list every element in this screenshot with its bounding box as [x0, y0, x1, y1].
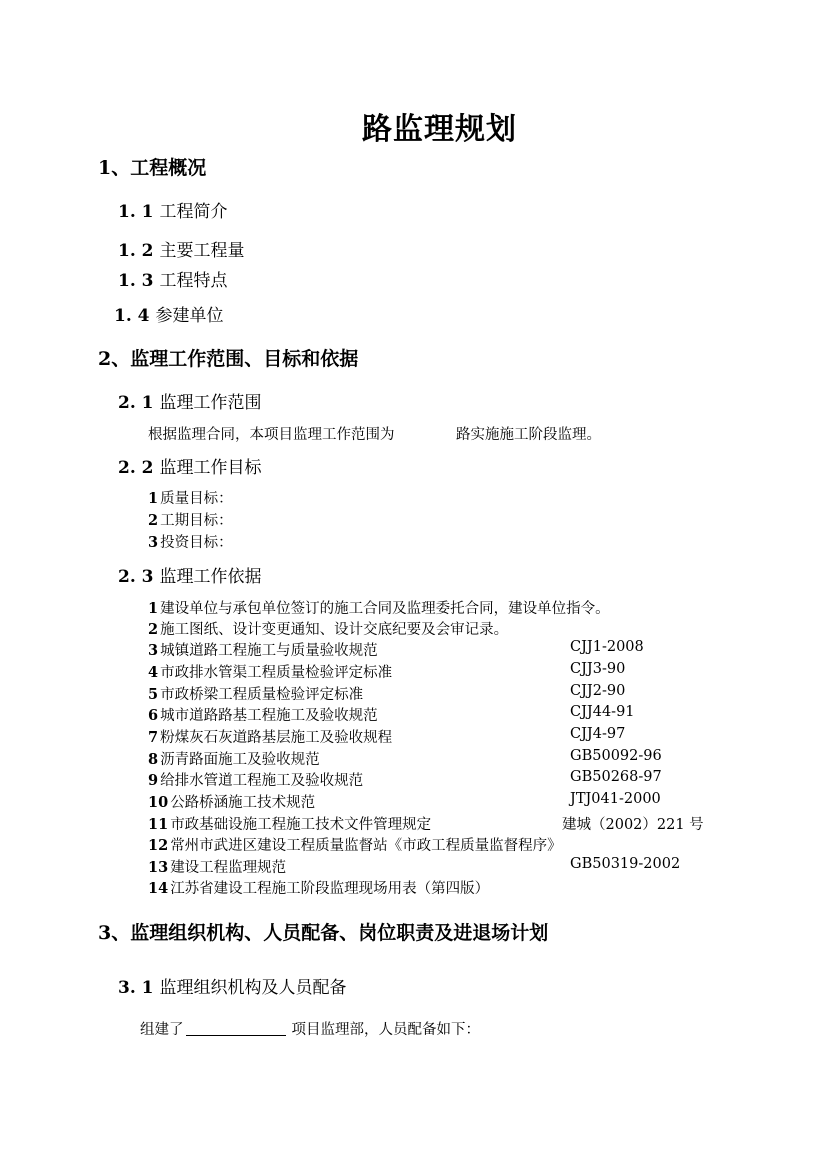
page-title: 路监理规划 — [362, 112, 517, 147]
goal-text: 投资目标： — [160, 535, 233, 551]
section-1-4 — [114, 301, 224, 326]
section-number: 2. 3 — [118, 567, 154, 587]
basis-number: 7 — [148, 729, 159, 746]
goal-number: 1 — [148, 490, 159, 507]
basis-number: 9 — [148, 772, 159, 789]
basis-code: CJJ4-97 — [570, 726, 626, 742]
goal-number: 3 — [148, 534, 159, 551]
goal-item — [148, 487, 233, 508]
section-3-heading: 3、监理组织机构、人员配备、岗位职责及进退场计划 — [98, 922, 549, 944]
basis-number: 14 — [148, 880, 169, 897]
goal-text: 工期目标： — [160, 513, 233, 529]
basis-item — [148, 661, 392, 682]
section-number: 3. 1 — [118, 978, 154, 998]
section-1-1 — [118, 197, 228, 222]
basis-item — [148, 726, 392, 747]
section-label: 监理组织机构及人员配备 — [159, 978, 347, 998]
basis-code: 建城（2002）221 号 — [562, 817, 704, 833]
section-1-2 — [118, 236, 245, 261]
goal-item — [148, 509, 233, 530]
section-number: 2. 2 — [118, 458, 154, 478]
basis-number: 5 — [148, 686, 159, 703]
basis-item — [148, 683, 363, 704]
basis-item — [148, 834, 562, 855]
staffing-text-a: 组建了 — [140, 1022, 184, 1038]
section-label: 参建单位 — [155, 306, 224, 326]
section-2-heading: 2、监理工作范围、目标和依据 — [98, 348, 359, 370]
basis-number: 12 — [148, 837, 169, 854]
basis-code: CJJ2-90 — [570, 683, 626, 699]
basis-text: 市政基础设施工程施工技术文件管理规定 — [170, 817, 432, 833]
basis-number: 11 — [148, 816, 169, 833]
basis-number: 2 — [148, 621, 159, 638]
basis-item — [148, 813, 431, 834]
basis-text: 市政桥梁工程质量检验评定标准 — [160, 687, 364, 703]
basis-code: JTJ041-2000 — [570, 791, 661, 807]
scope-text-a: 根据监理合同，本项目监理工作范围为 — [148, 427, 395, 443]
section-number: 1. 4 — [114, 306, 150, 326]
section-number: 1. 3 — [118, 271, 154, 291]
section-3-1 — [118, 973, 347, 998]
section-2-1 — [118, 388, 262, 413]
basis-number: 8 — [148, 751, 159, 768]
basis-text: 江苏省建设工程施工阶段监理现场用表（第四版） — [170, 881, 490, 897]
basis-number: 4 — [148, 664, 159, 681]
basis-item — [148, 748, 320, 769]
section-number: 1. 2 — [118, 241, 154, 261]
staffing-line — [140, 1018, 480, 1039]
basis-item — [148, 856, 286, 877]
section-label: 主要工程量 — [159, 241, 245, 261]
basis-code: GB50319-2002 — [570, 856, 681, 872]
basis-text: 建设单位与承包单位签订的施工合同及监理委托合同，建设单位指令。 — [160, 601, 610, 617]
section-label: 监理工作目标 — [159, 458, 262, 478]
basis-number: 13 — [148, 859, 169, 876]
basis-text: 城镇道路工程施工与质量验收规范 — [160, 643, 378, 659]
goal-text: 质量目标： — [160, 491, 233, 507]
basis-text: 市政排水管渠工程质量检验评定标准 — [160, 665, 393, 681]
basis-item — [148, 877, 489, 898]
basis-number: 10 — [148, 794, 169, 811]
basis-text: 公路桥涵施工技术规范 — [170, 795, 316, 811]
basis-number: 1 — [148, 600, 159, 617]
section-number: 2. 1 — [118, 393, 154, 413]
basis-number: 3 — [148, 642, 159, 659]
section-1-3 — [118, 266, 228, 291]
basis-item — [148, 791, 315, 812]
goal-item — [148, 531, 233, 552]
scope-text-b: 路实施施工阶段监理。 — [456, 427, 601, 443]
section-2-2 — [118, 453, 262, 478]
basis-code: CJJ1-2008 — [570, 639, 644, 655]
basis-item — [148, 704, 378, 725]
goal-number: 2 — [148, 512, 159, 529]
basis-item — [148, 597, 610, 618]
basis-code: CJJ3-90 — [570, 661, 626, 677]
basis-code: GB50268-97 — [570, 769, 662, 785]
section-number: 1. 1 — [118, 202, 154, 222]
basis-text: 常州市武进区建设工程质量监督站《市政工程质量监督程序》 — [170, 838, 562, 854]
basis-text: 沥青路面施工及验收规范 — [160, 752, 320, 768]
basis-code: CJJ44-91 — [570, 704, 635, 720]
basis-text: 城市道路路基工程施工及验收规范 — [160, 708, 378, 724]
basis-text: 建设工程监理规范 — [170, 860, 287, 876]
section-label: 工程简介 — [159, 202, 228, 222]
section-1-heading: 1、工程概况 — [98, 157, 207, 179]
section-label: 监理工作范围 — [159, 393, 262, 413]
basis-text: 粉煤灰石灰道路基层施工及验收规程 — [160, 730, 393, 746]
basis-text: 给排水管道工程施工及验收规范 — [160, 773, 364, 789]
basis-code: GB50092-96 — [570, 748, 662, 764]
staffing-text-b: 项目监理部，人员配备如下： — [291, 1022, 480, 1038]
section-label: 监理工作依据 — [159, 567, 262, 587]
basis-item — [148, 639, 378, 660]
fill-in-blank[interactable] — [186, 1021, 286, 1036]
basis-number: 6 — [148, 707, 159, 724]
section-label: 工程特点 — [159, 271, 228, 291]
basis-item — [148, 618, 508, 639]
basis-text: 施工图纸、设计变更通知、设计交底纪要及会审记录。 — [160, 622, 509, 638]
basis-item — [148, 769, 363, 790]
section-2-3 — [118, 562, 262, 587]
